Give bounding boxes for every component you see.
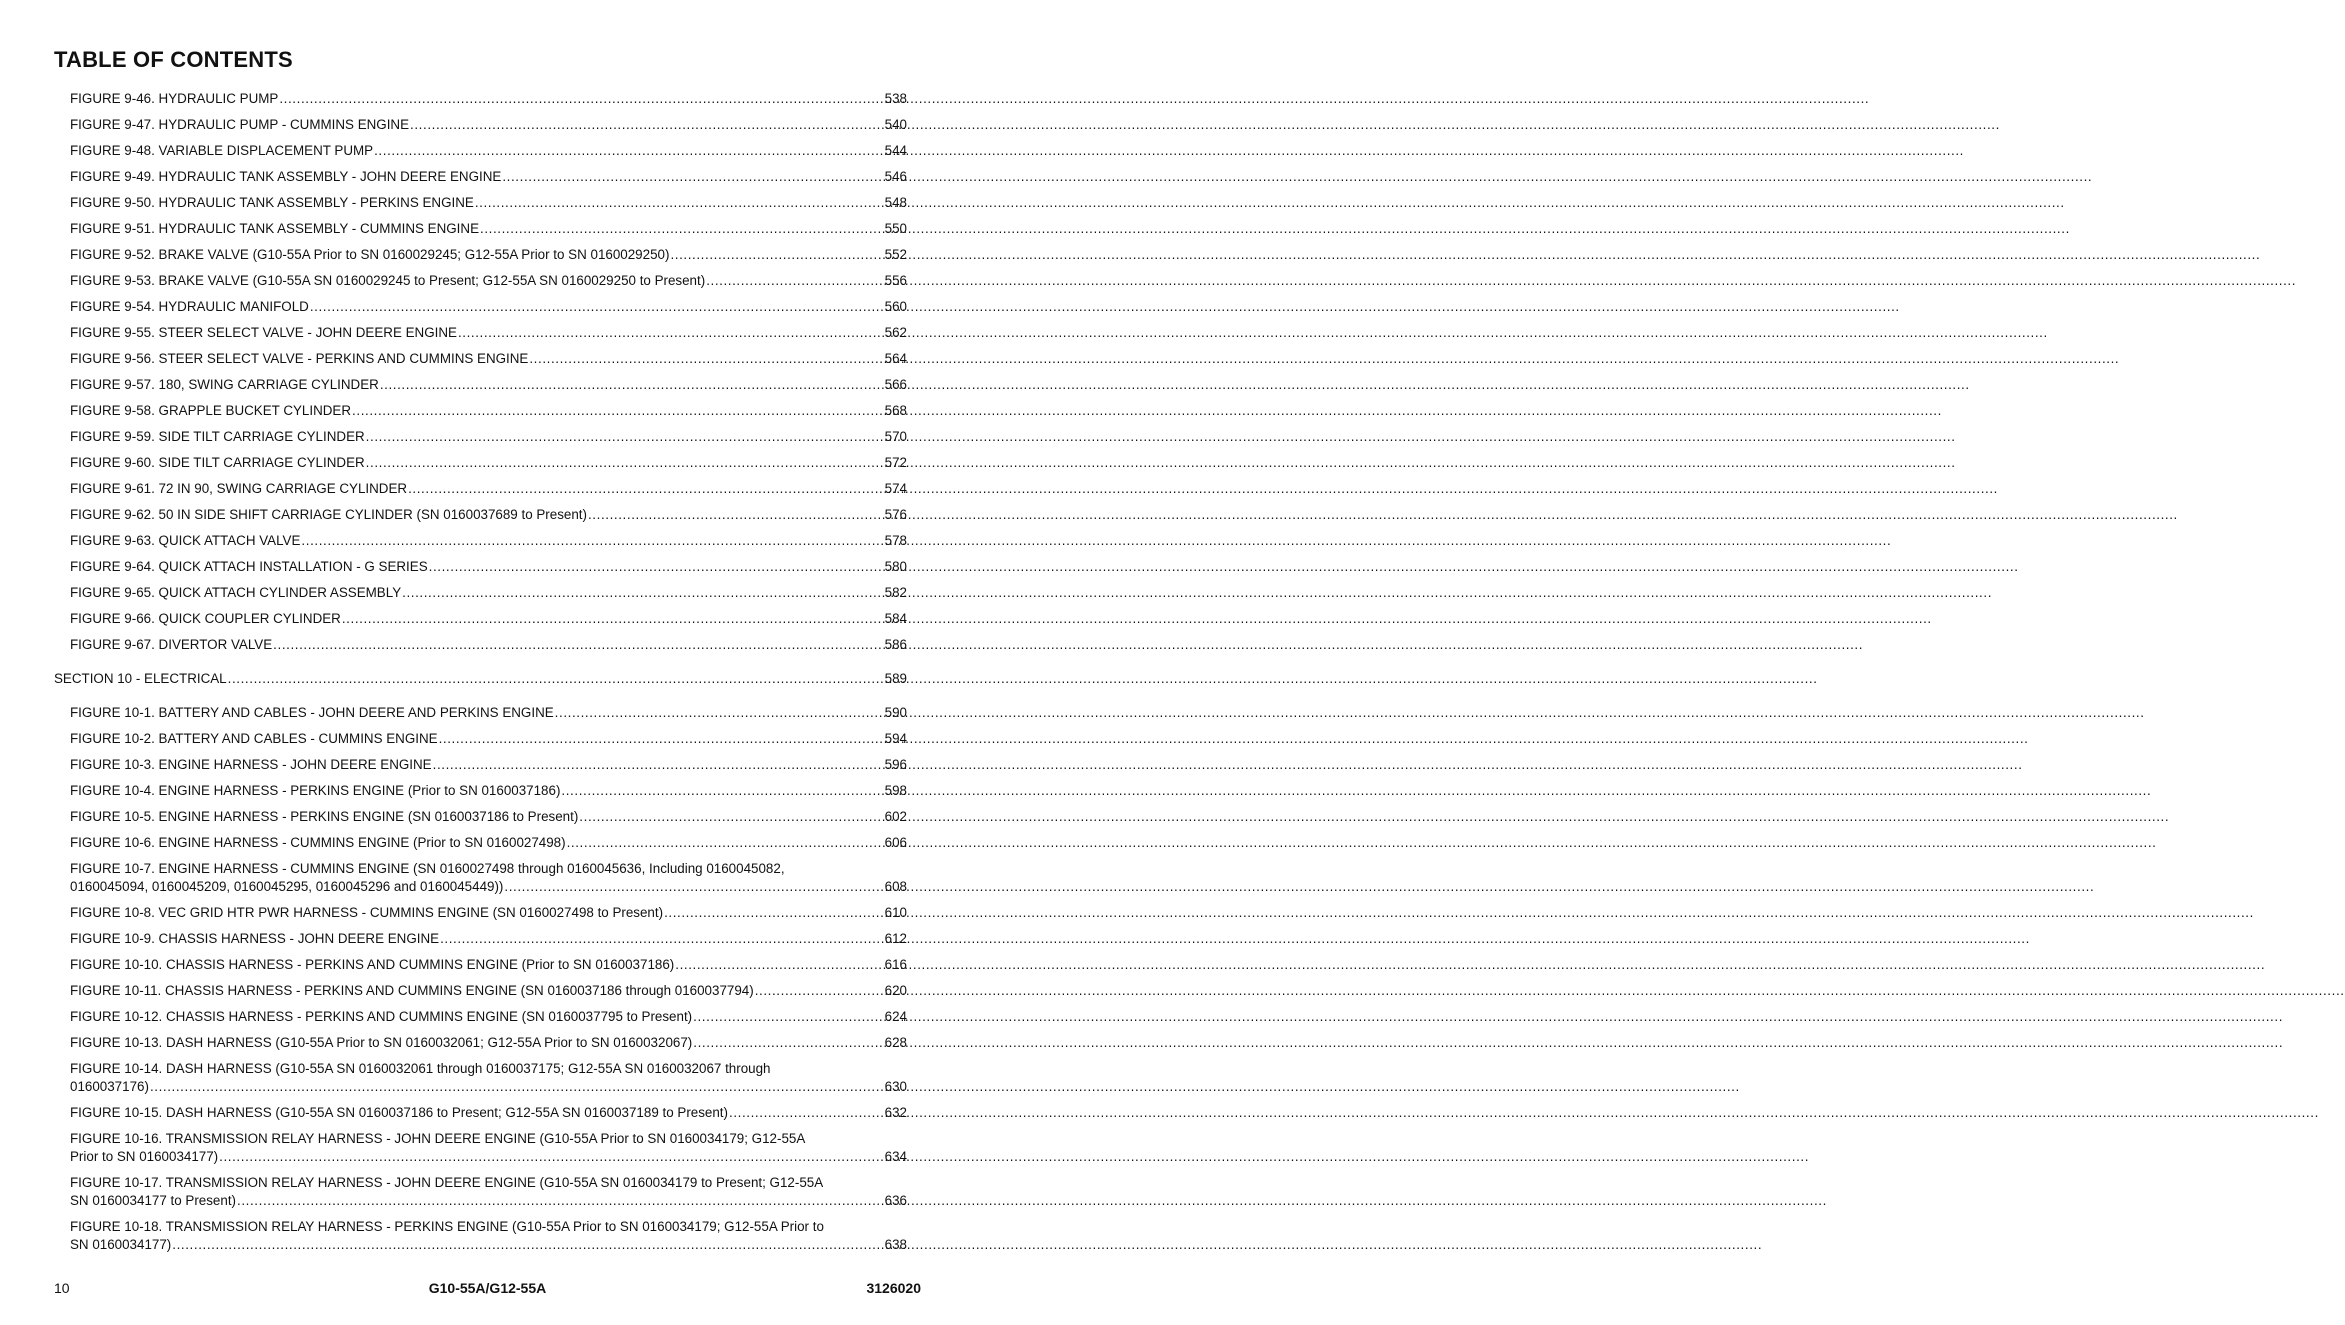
entry-title: FIGURE 9-54. HYDRAULIC MANIFOLD (70, 299, 309, 314)
section-title: SECTION 10 - ELECTRICAL (54, 671, 227, 686)
entry-page-number: 584 (884, 611, 907, 626)
dot-leader (433, 756, 884, 774)
entry-title: FIGURE 9-56. STEER SELECT VALVE - PERKINS AND CUMMINS ENGINE (70, 351, 529, 366)
entry-page-number: 540 (884, 117, 907, 132)
entry-page-number: 566 (884, 377, 907, 392)
entry-title: FIGURE 10-3. ENGINE HARNESS - JOHN DEERE ENGINE (70, 757, 432, 772)
toc-entry[interactable] (54, 1174, 907, 1218)
toc-entry[interactable] (54, 782, 907, 808)
entry-title: FIGURE 9-57. 180, SWING CARRIAGE CYLINDER (70, 377, 379, 392)
toc-entry[interactable] (54, 584, 907, 610)
dot-leader (352, 402, 884, 420)
toc-entry[interactable] (54, 1060, 907, 1104)
entry-title-line-2: SN 0160034177 to Present) (70, 1193, 237, 1208)
entry-title: FIGURE 10-4. ENGINE HARNESS - PERKINS ENGINE (Prior to SN 0160037186) (70, 783, 561, 798)
dot-leader (301, 532, 883, 550)
entry-page-number: 606 (884, 835, 907, 850)
toc-entry[interactable] (54, 904, 907, 930)
entry-page-number: 572 (884, 455, 907, 470)
entry-page-number: 594 (884, 731, 907, 746)
entry-page-number: 562 (884, 325, 907, 340)
entry-title: FIGURE 9-63. QUICK ATTACH VALVE (70, 533, 301, 548)
entry-page-number: 616 (884, 957, 907, 972)
entry-title: FIGURE 10-6. ENGINE HARNESS - CUMMINS ENGINE (Prior to SN 0160027498) (70, 835, 566, 850)
toc-entry[interactable] (54, 860, 907, 904)
entry-page-number: 580 (884, 559, 907, 574)
dot-leader (502, 168, 883, 186)
entry-title-line-2: 0160045094, 0160045209, 0160045295, 0160045296 and 0160045449)) (70, 879, 504, 894)
toc-entry[interactable] (54, 168, 907, 194)
entry-title: FIGURE 10-12. CHASSIS HARNESS - PERKINS AND CUMMINS ENGINE (SN 0160037795 to Present) (70, 1009, 693, 1024)
toc-entry[interactable] (54, 834, 907, 860)
entry-page-number: 610 (884, 905, 907, 920)
dot-leader (693, 1034, 883, 1052)
entry-title: FIGURE 10-11. CHASSIS HARNESS - PERKINS AND CUMMINS ENGINE (SN 0160037186 through 0160037794) (70, 983, 754, 998)
entry-title: FIGURE 9-46. HYDRAULIC PUMP (70, 91, 279, 106)
dot-leader (664, 904, 884, 922)
dot-leader (366, 428, 884, 446)
toc-entry[interactable] (54, 480, 907, 506)
entry-page-number: 582 (884, 585, 907, 600)
entry-title: FIGURE 10-9. CHASSIS HARNESS - JOHN DEERE ENGINE (70, 931, 440, 946)
entry-page-number: 590 (884, 705, 907, 720)
dot-leader (410, 116, 884, 134)
toc-entry[interactable] (54, 808, 907, 834)
toc-entry[interactable] (54, 956, 907, 982)
toc-entry[interactable] (54, 1130, 907, 1174)
entry-title: FIGURE 10-13. DASH HARNESS (G10-55A Prior to SN 0160032061; G12-55A Prior to SN 0160032067) (70, 1035, 693, 1050)
toc-entry[interactable] (54, 1008, 907, 1034)
entry-title: FIGURE 9-65. QUICK ATTACH CYLINDER ASSEMBLY (70, 585, 402, 600)
entry-title: FIGURE 10-8. VEC GRID HTR PWR HARNESS - CUMMINS ENGINE (SN 0160027498 to Present) (70, 905, 664, 920)
entry-title: FIGURE 9-59. SIDE TILT CARRIAGE CYLINDER (70, 429, 365, 444)
dot-leader (579, 808, 883, 826)
entry-page-number: 556 (884, 273, 907, 288)
entry-page-number: 620 (884, 983, 907, 998)
toc-entry[interactable] (54, 636, 907, 662)
entry-title: FIGURE 9-60. SIDE TILT CARRIAGE CYLINDER (70, 455, 365, 470)
entry-page-number: 568 (884, 403, 907, 418)
entry-page-number: 608 (884, 879, 907, 894)
dot-leader (380, 376, 884, 394)
entry-page-number: 552 (884, 247, 907, 262)
toc-entry[interactable] (54, 1104, 907, 1130)
dot-leader (374, 142, 884, 160)
page-footer (54, 1280, 921, 1300)
dot-leader (475, 194, 884, 212)
entry-page-number: 578 (884, 533, 907, 548)
entry-page-number: 538 (884, 91, 907, 106)
footer-page-number: 10 (54, 1280, 70, 1296)
dot-leader (228, 670, 884, 688)
entry-page-number: 612 (884, 931, 907, 946)
entry-page-number: 638 (884, 1237, 907, 1252)
entry-page-number: 570 (884, 429, 907, 444)
dot-leader (561, 782, 883, 800)
toc-entry[interactable] (54, 454, 907, 480)
toc-entry[interactable] (54, 1218, 907, 1262)
entry-title: FIGURE 9-52. BRAKE VALVE (G10-55A Prior to SN 0160029245; G12-55A Prior to SN 0160029250) (70, 247, 670, 262)
entry-title: FIGURE 9-58. GRAPPLE BUCKET CYLINDER (70, 403, 352, 418)
footer-document-number: 3126020 (866, 1280, 921, 1296)
entry-title: FIGURE 9-64. QUICK ATTACH INSTALLATION - G SERIES (70, 559, 428, 574)
entry-title: FIGURE 9-50. HYDRAULIC TANK ASSEMBLY - PERKINS ENGINE (70, 195, 474, 210)
entry-title: FIGURE 9-49. HYDRAULIC TANK ASSEMBLY - JOHN DEERE ENGINE (70, 169, 502, 184)
toc-section-entry[interactable] (54, 670, 907, 696)
entry-title: FIGURE 9-53. BRAKE VALVE (G10-55A SN 0160029245 to Present; G12-55A SN 0160029250 to Present) (70, 273, 706, 288)
dot-leader (150, 1078, 884, 1096)
toc-entry[interactable] (54, 116, 907, 142)
footer-model-name: G10-55A/G12-55A (428, 1280, 547, 1296)
toc-entry[interactable] (54, 558, 907, 584)
entry-page-number: 560 (884, 299, 907, 314)
entry-title: FIGURE 9-48. VARIABLE DISPLACEMENT PUMP (70, 143, 374, 158)
dot-leader (529, 350, 883, 368)
dot-leader (458, 324, 884, 342)
dot-leader (693, 1008, 884, 1026)
toc-entry[interactable] (54, 730, 907, 756)
toc-entry[interactable] (54, 350, 907, 376)
dot-leader (219, 1148, 884, 1166)
dot-leader (706, 272, 883, 290)
dot-leader (440, 930, 884, 948)
toc-entry[interactable] (54, 272, 907, 298)
entry-title-line-1: FIGURE 10-7. ENGINE HARNESS - CUMMINS ENGINE (SN 0160027498 through 0160045636, Including 0160045082, (70, 861, 785, 876)
entry-page-number: 630 (884, 1079, 907, 1094)
entry-title: FIGURE 10-1. BATTERY AND CABLES - JOHN DEERE AND PERKINS ENGINE (70, 705, 554, 720)
entry-page-number: 576 (884, 507, 907, 522)
toc-entry[interactable] (54, 376, 907, 402)
entry-title: FIGURE 9-55. STEER SELECT VALVE - JOHN DEERE ENGINE (70, 325, 457, 340)
entry-page-number: 550 (884, 221, 907, 236)
entry-page-number: 574 (884, 481, 907, 496)
toc-entry[interactable] (54, 220, 907, 246)
entry-title-line-2: Prior to SN 0160034177) (70, 1149, 219, 1164)
toc-entry[interactable] (54, 506, 907, 532)
dot-leader (504, 878, 883, 896)
entry-title: FIGURE 9-51. HYDRAULIC TANK ASSEMBLY - CUMMINS ENGINE (70, 221, 479, 236)
toc-entry[interactable] (54, 324, 907, 350)
entry-title: FIGURE 9-66. QUICK COUPLER CYLINDER (70, 611, 341, 626)
entry-page-number: 564 (884, 351, 907, 366)
entry-title: FIGURE 9-61. 72 IN 90, SWING CARRIAGE CYLINDER (70, 481, 408, 496)
entry-title: FIGURE 9-67. DIVERTOR VALVE (70, 637, 273, 652)
dot-leader (172, 1236, 883, 1254)
toc-entry[interactable] (54, 246, 907, 272)
entry-title: FIGURE 9-47. HYDRAULIC PUMP - CUMMINS ENGINE (70, 117, 410, 132)
toc-entry[interactable] (54, 532, 907, 558)
entry-title-line-2: SN 0160034177) (70, 1237, 172, 1252)
dot-leader (429, 558, 884, 576)
toc-entry[interactable] (54, 610, 907, 636)
dot-leader (555, 704, 884, 722)
entry-title: FIGURE 9-62. 50 IN SIDE SHIFT CARRIAGE CYLINDER (SN 0160037689 to Present) (70, 507, 587, 522)
dot-leader (588, 506, 884, 524)
dot-leader (567, 834, 884, 852)
entry-title-line-2: 0160037176) (70, 1079, 149, 1094)
entry-title-line-1: FIGURE 10-18. TRANSMISSION RELAY HARNESS - PERKINS ENGINE (G10-55A Prior to SN 0160034179; G12-55A Prior to (70, 1219, 824, 1234)
toc-entry[interactable] (54, 428, 907, 454)
toc-entry[interactable] (54, 298, 907, 324)
toc-entry[interactable] (54, 90, 907, 116)
entry-page-number: 598 (884, 783, 907, 798)
dot-leader (310, 298, 884, 316)
entry-page-number: 634 (884, 1149, 907, 1164)
dot-leader (402, 584, 884, 602)
entry-page-number: 624 (884, 1009, 907, 1024)
dot-leader (342, 610, 884, 628)
entry-page-number: 636 (884, 1193, 907, 1208)
entry-title-line-1: FIGURE 10-14. DASH HARNESS (G10-55A SN 0160032061 through 0160037175; G12-55A SN 0160032067 through (70, 1061, 771, 1076)
dot-leader (408, 480, 884, 498)
entry-title: FIGURE 10-15. DASH HARNESS (G10-55A SN 0160037186 to Present; G12-55A SN 0160037189 to Present) (70, 1105, 728, 1120)
entry-page-number: 589 (884, 671, 907, 686)
toc-entry[interactable] (54, 1034, 907, 1060)
dot-leader (480, 220, 884, 238)
page-title: TABLE OF CONTENTS (54, 47, 293, 72)
dot-leader (273, 636, 883, 654)
dot-leader (366, 454, 884, 472)
entry-page-number: 544 (884, 143, 907, 158)
toc-entry[interactable] (54, 194, 907, 220)
toc-list (54, 90, 907, 1262)
entry-title-line-1: FIGURE 10-17. TRANSMISSION RELAY HARNESS - JOHN DEERE ENGINE (G10-55A SN 0160034179 to Present; G12-55A (70, 1175, 824, 1190)
entry-page-number: 548 (884, 195, 907, 210)
toc-entry[interactable] (54, 756, 907, 782)
toc-entry[interactable] (54, 930, 907, 956)
dot-leader (670, 246, 883, 264)
entry-page-number: 632 (884, 1105, 907, 1120)
toc-entry[interactable] (54, 704, 907, 730)
entry-page-number: 602 (884, 809, 907, 824)
dot-leader (279, 90, 883, 108)
toc-entry[interactable] (54, 982, 907, 1008)
entry-title-line-1: FIGURE 10-16. TRANSMISSION RELAY HARNESS - JOHN DEERE ENGINE (G10-55A Prior to SN 0160034179; G12-55A (70, 1131, 806, 1146)
entry-page-number: 596 (884, 757, 907, 772)
entry-title: FIGURE 10-10. CHASSIS HARNESS - PERKINS AND CUMMINS ENGINE (Prior to SN 0160037186) (70, 957, 675, 972)
entry-page-number: 586 (884, 637, 907, 652)
dot-leader (755, 982, 884, 1000)
toc-entry[interactable] (54, 402, 907, 428)
entry-page-number: 628 (884, 1035, 907, 1050)
dot-leader (729, 1104, 884, 1122)
toc-entry[interactable] (54, 142, 907, 168)
dot-leader (237, 1192, 884, 1210)
entry-title: FIGURE 10-5. ENGINE HARNESS - PERKINS ENGINE (SN 0160037186 to Present) (70, 809, 579, 824)
dot-leader (675, 956, 883, 974)
entry-page-number: 546 (884, 169, 907, 184)
dot-leader (439, 730, 884, 748)
entry-title: FIGURE 10-2. BATTERY AND CABLES - CUMMINS ENGINE (70, 731, 438, 746)
